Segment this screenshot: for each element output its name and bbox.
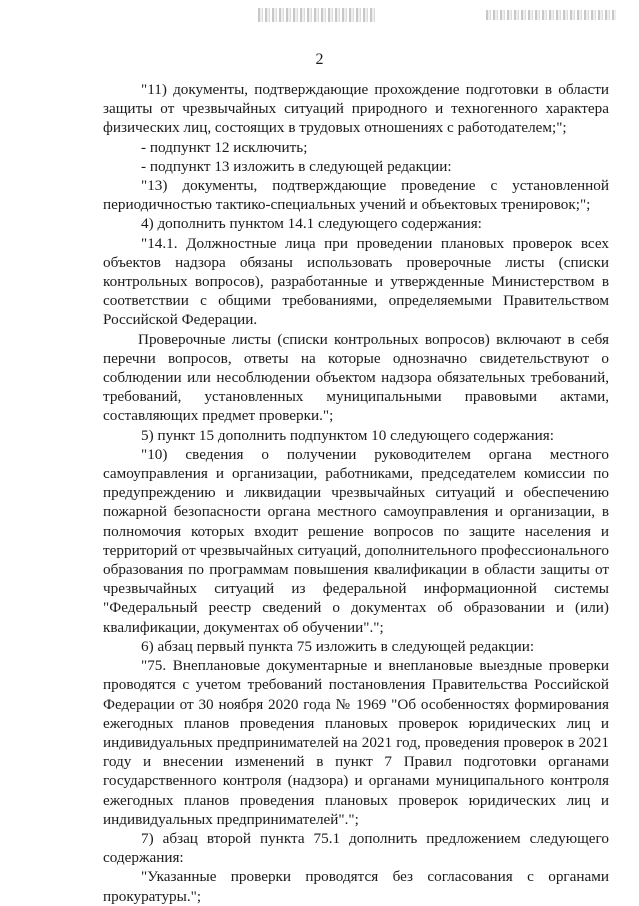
paragraph-item-14-1: "14.1. Должностные лица при проведении плановых проверок всех объектов надзора обязаны использовать проверочные листы (списки контрольных вопросов), разработанные и утвержденные Министерством в соответствии с общими требованиями, определяемыми Правительством Российской Федерации. [103, 234, 609, 329]
paragraph-amend-13: - подпункт 13 изложить в следующей редакции: [141, 157, 452, 175]
document-body [103, 80, 609, 906]
paragraph-item-75: "75. Внеплановые документарные и внеплановые выездные проверки проводятся с учетом требований постановления Правительства Российской Федерации от 30 ноября 2020 года № 1969 "Об особенностях формирования ежегодных планов проведения плановых проверок юридических лиц и индивидуальных предпринимателей на 2021 год, проведения проверок в 2021 году и внесении изменений в пункт 7 Правил подготовки органами государственного контроля (надзора) и органами муниципального контроля ежегодных планов проведения плановых проверок юридических лиц и индивидуальных предпринимателей"."; [103, 657, 609, 828]
paragraph-item-11: "11) документы, подтверждающие прохождение подготовки в области защиты от чрезвычайных ситуаций природного и техногенного характера физических лиц, состоящих в трудовых отношениях с работодателем;"; [103, 81, 609, 137]
paragraph-amendment-5: 5) пункт 15 дополнить подпунктом 10 следующего содержания: [141, 426, 554, 444]
scan-noise-top-center [258, 8, 376, 22]
paragraph-item-13: "13) документы, подтверждающие проведение с установленной периодичностью тактико-специальных учений и объектовых тренировок;"; [103, 177, 609, 214]
paragraph-prosecution: "Указанные проверки проводятся без согласования с органами прокуратуры."; [103, 868, 609, 905]
paragraph-amendment-6: 6) абзац первый пункта 75 изложить в следующей редакции: [141, 637, 535, 655]
scan-noise-top-right [486, 10, 616, 20]
paragraph-checklists: Проверочные листы (списки контрольных вопросов) включают в себя перечни вопросов, ответы на которые однозначно свидетельствуют о соблюдении или несоблюдении объектом надзора обязательных требований, требований, установленных муниципальными правовыми актами, составляющих предмет проверки."; [103, 330, 609, 425]
paragraph-amendment-7: 7) абзац второй пункта 75.1 дополнить предложением следующего содержания: [103, 829, 609, 867]
paragraph-amendment-4: 4) дополнить пунктом 14.1 следующего содержания: [141, 215, 482, 233]
paragraph-exclude-12: - подпункт 12 исключить; [141, 138, 308, 156]
paragraph-item-10: "10) сведения о получении руководителем органа местного самоуправления и организации, работниками, председателем комиссии по предупреждению и ликвидации чрезвычайных ситуаций и обеспечению пожарной безопасности органа местного самоуправления и организации, в полномочия которых входит решение вопросов по защите населения и территорий от чрезвычайных ситуаций, дополнительного профессионального образования по программам повышения квалификации в области защиты от чрезвычайных ситуаций из федеральной информационной системы "Федеральный реестр сведений о документах об образовании и (или) квалификации, документах об обучении"."; [103, 445, 609, 636]
page-number: 2 [315, 51, 324, 68]
